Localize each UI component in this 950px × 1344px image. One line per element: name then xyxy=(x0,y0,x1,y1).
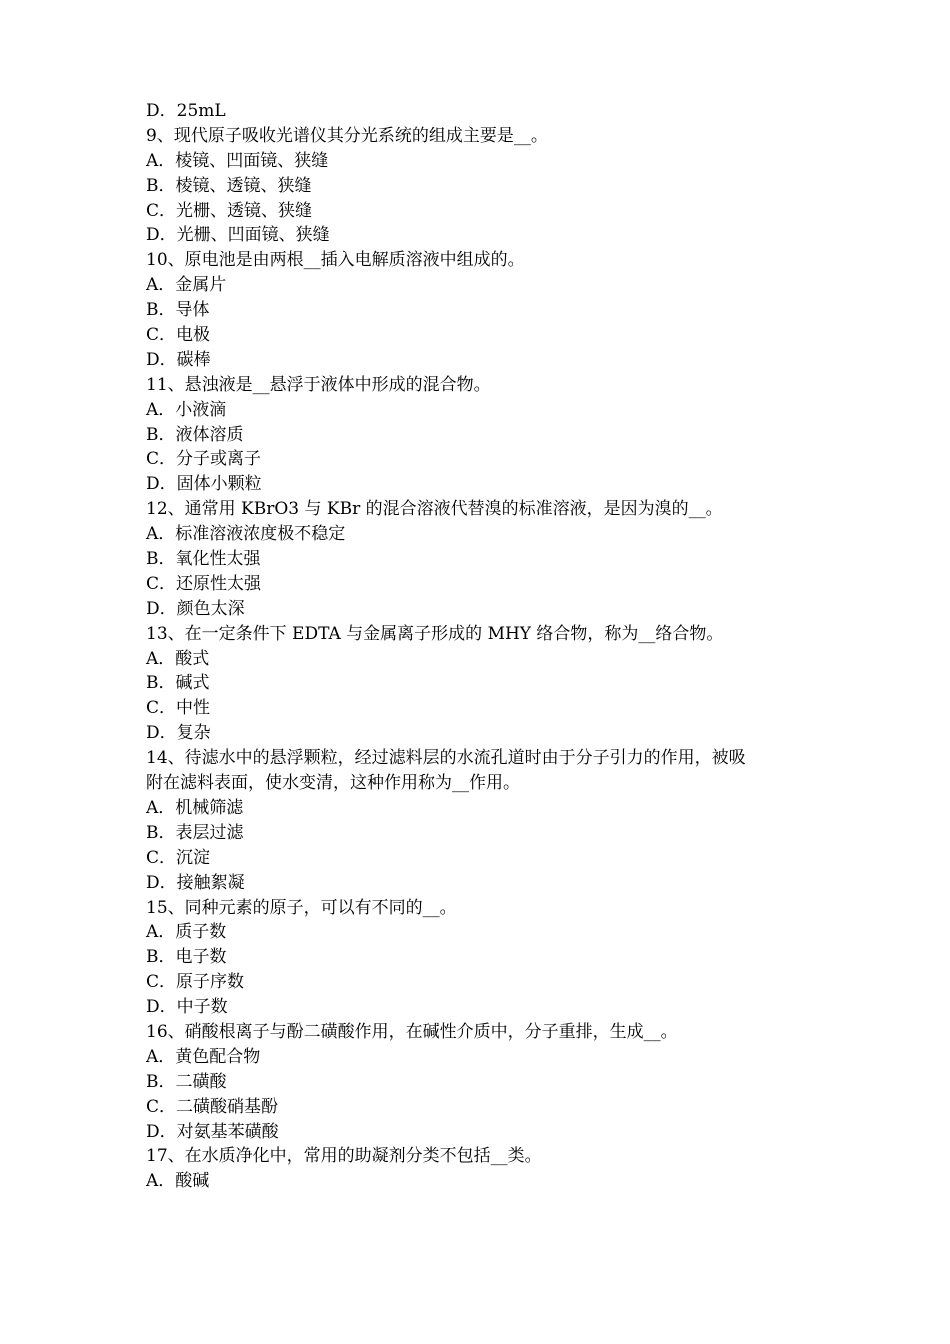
option-line: D．固体小颗粒 xyxy=(146,474,262,495)
option-line: D．光栅、凹面镜、狭缝 xyxy=(146,225,330,246)
question-line: 12、通常用 KBrO3 与 KBr 的混合溶液代替溴的标准溶液，是因为溴的__。 xyxy=(146,499,723,520)
option-line: B．氧化性太强 xyxy=(146,549,261,570)
question-line: 15、同种元素的原子，可以有不同的__。 xyxy=(146,897,457,918)
option-line: C．光栅、透镜、狭缝 xyxy=(146,200,313,221)
question-line-continued: 附在滤料表面，使水变清，这种作用称为__作用。 xyxy=(146,773,520,794)
option-line: C．沉淀 xyxy=(146,847,211,868)
option-line: A．机械筛滤 xyxy=(146,797,244,818)
option-line: B．碱式 xyxy=(146,673,210,694)
option-line: B．液体溶质 xyxy=(146,424,244,445)
option-line: B．二磺酸 xyxy=(146,1071,227,1092)
option-line: D．25mL xyxy=(146,101,226,121)
option-line: A．酸式 xyxy=(146,648,210,669)
option-line: D．颜色太深 xyxy=(146,598,245,619)
option-line: D．对氨基苯磺酸 xyxy=(146,1121,279,1142)
option-line: B．电子数 xyxy=(146,947,227,968)
option-line: D．碳棒 xyxy=(146,349,211,370)
question-line: 16、硝酸根离子与酚二磺酸作用，在碱性介质中，分子重排，生成__。 xyxy=(146,1021,678,1042)
option-line: B．导体 xyxy=(146,300,210,321)
question-line: 14、待滤水中的悬浮颗粒，经过滤料层的水流孔道时由于分子引力的作用，被吸 xyxy=(146,748,746,769)
option-line: A．小液滴 xyxy=(146,399,227,420)
option-line: C．二磺酸硝基酚 xyxy=(146,1096,279,1117)
option-line: D．中子数 xyxy=(146,997,228,1018)
option-line: C．电极 xyxy=(146,325,211,346)
option-line: B．表层过滤 xyxy=(146,822,244,843)
document-page xyxy=(146,99,816,1194)
option-line: A．棱镜、凹面镜、狭缝 xyxy=(146,150,329,171)
option-line: B．棱镜、透镜、狭缝 xyxy=(146,175,312,196)
question-line: 9、现代原子吸收光谱仪其分光系统的组成主要是__。 xyxy=(146,125,548,146)
option-line: A．质子数 xyxy=(146,922,227,943)
option-line: C．分子或离子 xyxy=(146,449,262,470)
question-line: 11、悬浊液是__悬浮于液体中形成的混合物。 xyxy=(146,374,491,395)
option-line: A．标准溶液浓度极不稳定 xyxy=(146,524,346,545)
option-line: C．中性 xyxy=(146,698,211,719)
option-line: A．金属片 xyxy=(146,275,227,296)
option-line: D．复杂 xyxy=(146,723,211,744)
option-line: C．还原性太强 xyxy=(146,573,262,594)
question-line: 17、在水质净化中，常用的助凝剂分类不包括__类。 xyxy=(146,1146,542,1167)
option-line: D．接触絮凝 xyxy=(146,872,245,893)
question-line: 13、在一定条件下 EDTA 与金属离子形成的 MHY 络合物，称为__络合物。 xyxy=(146,623,724,644)
question-line: 10、原电池是由两根__插入电解质溶液中组成的。 xyxy=(146,250,525,271)
option-line: C．原子序数 xyxy=(146,972,245,993)
option-line: A．酸碱 xyxy=(146,1171,210,1192)
option-line: A．黄色配合物 xyxy=(146,1046,261,1067)
